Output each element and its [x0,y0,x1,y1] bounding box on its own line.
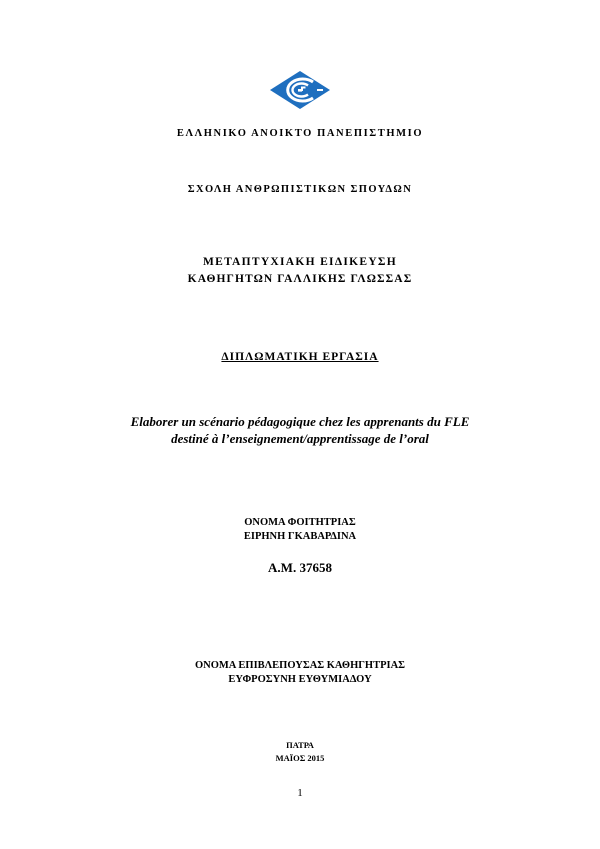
school-name: ΣΧΟΛΗ ΑΝΘΡΩΠΙΣΤΙΚΩΝ ΣΠΟΥΔΩΝ [187,184,413,195]
thesis-title-line-2: destiné à l’enseignement/apprentissage de l’oral [171,431,429,446]
thesis-title-line-1: Elaborer un scénario pédagogique chez les apprenants du FLE [130,414,470,429]
university-emblem-icon [269,70,331,110]
university-name: ΕΛΛΗΝΙΚΟ ΑΝΟΙΚΤΟ ΠΑΝΕΠΙΣΤΗΜΙΟ [176,128,424,139]
student-label: ΟΝΟΜΑ ΦΟΙΤΗΤΡΙΑΣ [244,517,356,528]
page-number: 1 [297,787,303,799]
supervisor-label: ΟΝΟΜΑ ΕΠΙΒΛΕΠΟΥΣΑΣ ΚΑΘΗΓΗΤΡΙΑΣ [194,660,406,671]
student-name: ΕΙΡΗΝΗ ΓΚΑΒΑΡΔΙΝΑ [243,531,357,542]
program-title-line-2: ΚΑΘΗΓΗΤΩΝ ΓΑΛΛΙΚΗΣ ΓΛΩΣΣΑΣ [187,273,413,285]
submission-date: ΜΑΪΟΣ 2015 [275,753,325,763]
city: ΠΑΤΡΑ [286,740,314,750]
student-id: Α.Μ. 37658 [268,560,332,575]
thesis-type-heading: ΔΙΠΛΩΜΑΤΙΚΗ ΕΡΓΑΣΙΑ [221,351,379,363]
program-title-line-1: ΜΕΤΑΠΤΥΧΙΑΚΗ ΕΙΔΙΚΕΥΣΗ [203,256,397,268]
supervisor-name: ΕΥΦΡΟΣΥΝΗ ΕΥΘΥΜΙΑΔΟΥ [228,674,372,685]
